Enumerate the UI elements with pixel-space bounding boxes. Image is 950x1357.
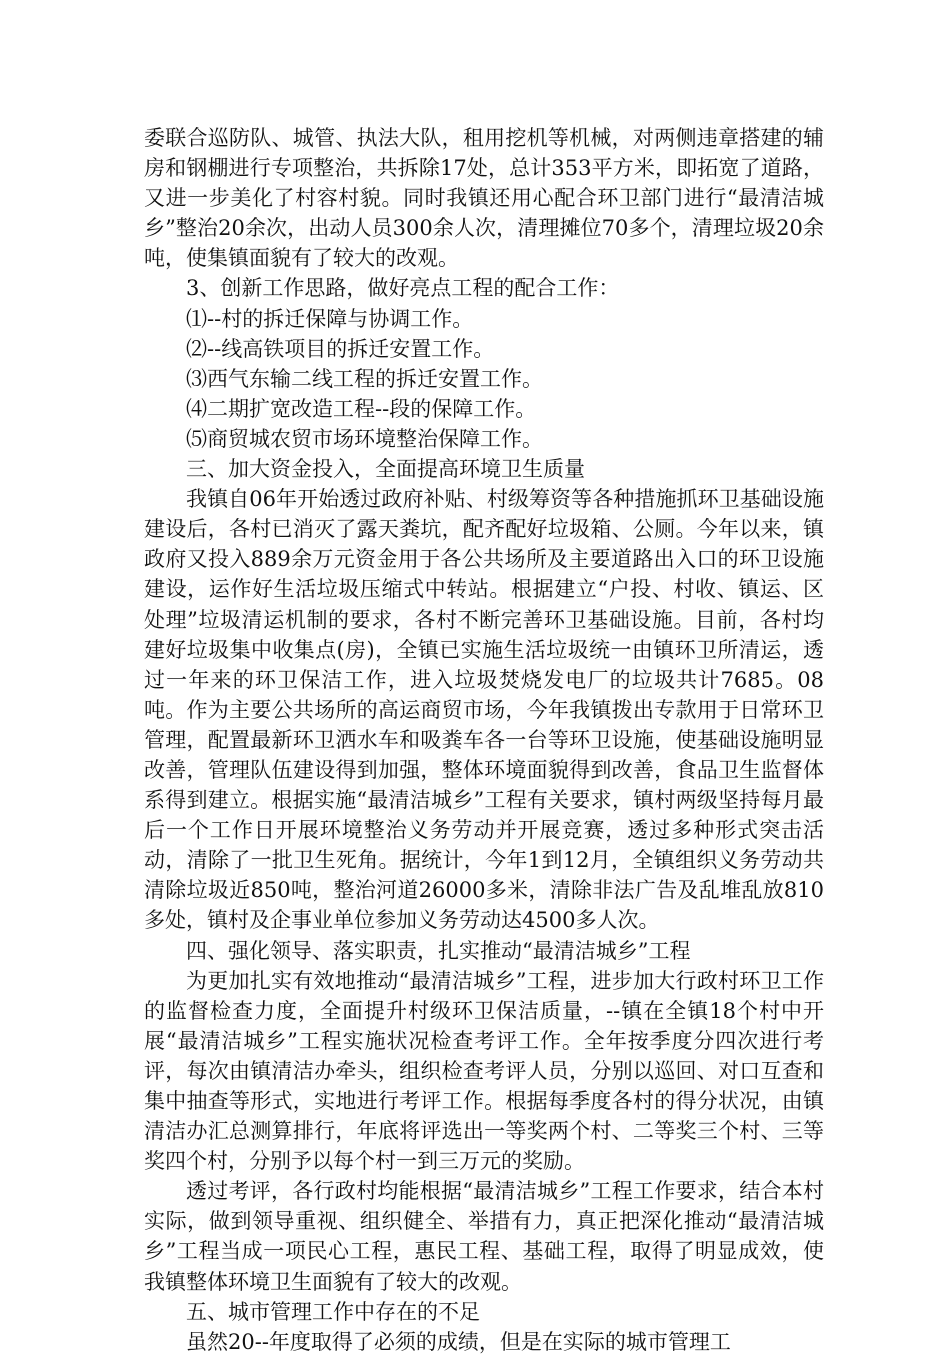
list-item-3: ⑶西气东输二线工程的拆迁安置工作。: [186, 366, 543, 391]
paragraph-funding: 我镇自06年开始透过政府补贴、村级筹资等各种措施抓环卫基础设施建设后，各村已消灭了露天粪坑，配齐配好垃圾箱、公厕。今年以来，镇政府又投入889余万元资金用于各公共场所及主要道路出入口的环卫设施建设，运作好生活垃圾压缩式中转站。根据建立“户投、村收、镇运、区处理”垃圾清运机制的要求，各村不断完善环卫基础设施。目前，各村均建好垃圾集中收集点(房)，全镇已实施生活垃圾统一由镇环卫所清运，透过一年来的环卫保洁工作，进入垃圾焚烧发电厂的垃圾共计7685。08吨。作为主要公共场所的高运商贸市场，今年我镇拨出专款用于日常环卫管理，配置最新环卫洒水车和吸粪车各一台等环卫设施，使基础设施明显改善，管理队伍建设得到加强，整体环境面貌得到改善，食品卫生监督体系得到建立。根据实施“最清洁城乡”工程有关要求，镇村两级坚持每月最后一个工作日开展环境整治义务劳动并开展竞赛，透过多种形式突击活动，清除了一批卫生死角。据统计，今年1到12月，全镇组织义务劳动共清除垃圾近850吨，整治河道26000多米，清除非法广告及乱堆乱放810多处，镇村及企事业单位参加义务劳动达4500多人次。: [144, 487, 824, 933]
paragraph-shortcomings: 虽然20--年度取得了必须的成绩，但是在实际的城市管理工: [186, 1329, 731, 1354]
paragraph-results: 透过考评，各行政村均能根据“最清洁城乡”工程工作要求，结合本村实际，做到领导重视、组织健全、举措有力，真正把深化推动“最清洁城乡”工程当成一项民心工程，惠民工程、基础工程，取得了明显成效，使我镇整体环境卫生面貌有了较大的改观。: [144, 1179, 824, 1294]
paragraph-continuation: 委联合巡防队、城管、执法大队，租用挖机等机械，对两侧违章搭建的辅房和钢棚进行专项整治，共拆除17处，总计353平方米，即拓宽了道路，又进一步美化了村容村貌。同时我镇还用心配合环卫部门进行“最清洁城乡”整治20余次，出动人员300余人次，清理摊位70多个，清理垃圾20余吨，使集镇面貌有了较大的改观。: [144, 126, 824, 271]
list-item-2: ⑵--线高铁项目的拆迁安置工作。: [186, 336, 495, 361]
heading-innovation: 3、创新工作思路，做好亮点工程的配合工作：: [186, 276, 620, 301]
document-body: [144, 123, 824, 1357]
section-heading-5: 五、城市管理工作中存在的不足: [186, 1299, 480, 1324]
paragraph-evaluation: 为更加扎实有效地推动“最清洁城乡”工程，进步加大行政村环卫工作的监督检查力度，全面提升村级环卫保洁质量，--镇在全镇18个村中开展“最清洁城乡”工程实施状况检查考评工作。全年按季度分四次进行考评，每次由镇清洁办牵头，组织检查考评人员，分别以巡回、对口互查和集中抽查等形式，实地进行考评工作。根据每季度各村的得分状况，由镇清洁办汇总测算排行，年底将评选出一等奖两个村、二等奖三个村、三等奖四个村，分别予以每个村一到三万元的奖励。: [144, 968, 824, 1174]
section-heading-4: 四、强化领导、落实职责，扎实推动“最清洁城乡”工程: [186, 938, 691, 963]
section-heading-3: 三、加大资金投入，全面提高环境卫生质量: [186, 457, 585, 482]
list-item-4: ⑷二期扩宽改造工程--段的保障工作。: [186, 396, 537, 421]
list-item-1: ⑴--村的拆迁保障与协调工作。: [186, 306, 474, 331]
list-item-5: ⑸商贸城农贸市场环境整治保障工作。: [186, 426, 543, 451]
